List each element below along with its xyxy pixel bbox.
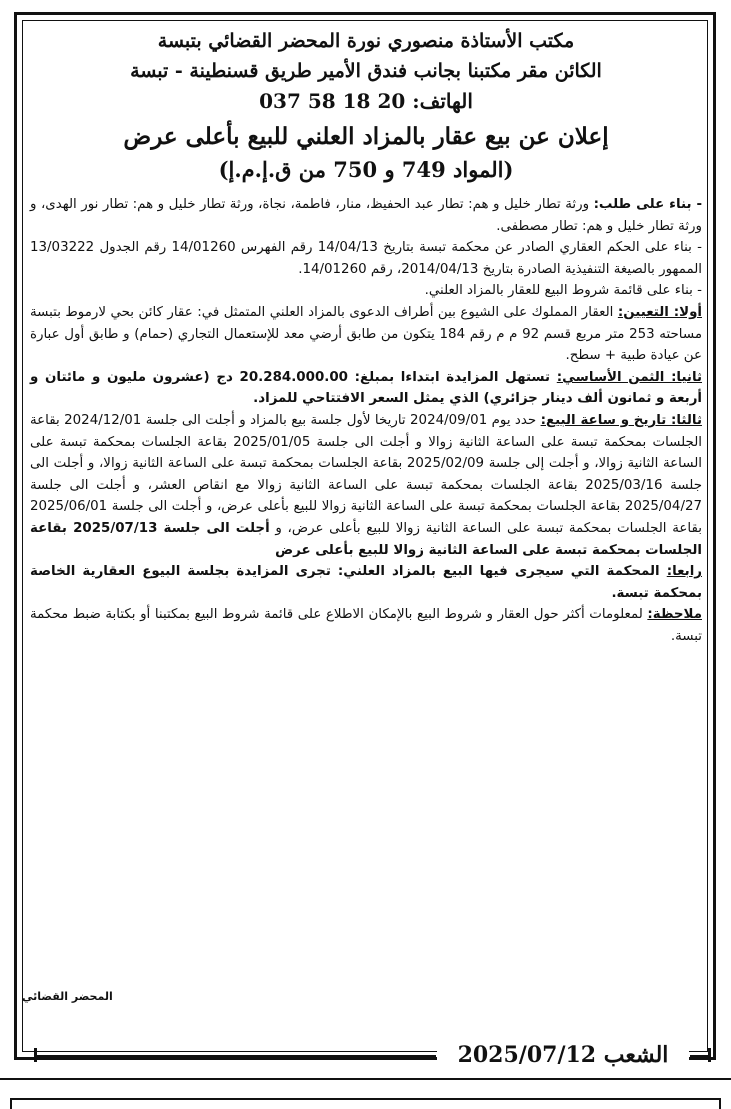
footer-tick-right xyxy=(708,1048,711,1062)
base-price-text: تستهل المزايدة ابتداءا بمبلغ: 20.284.000.00 دج (عشرون مليون و مائتان و أربعة و ثمانون ألف دينار جزائري) الذي يمثل السعر الافتتاحي للمزاد. xyxy=(30,369,702,407)
announcement-title: إعلان عن بيع عقار بالمزاد العلني للبيع بأعلى عرض xyxy=(123,123,609,150)
newspaper-issue: الشعب 2025/07/12 xyxy=(437,1040,689,1070)
paragraph-court xyxy=(30,561,702,604)
office-address: الكائن مقر مكتبنا بجانب فندق الأمير طريق قسنطينة - تبسة xyxy=(130,60,602,82)
next-frame-right xyxy=(719,1098,721,1109)
footer-rule-right xyxy=(690,1055,710,1058)
announcement-subtitle: (المواد 749 و 750 من ق.إ.م.إ) xyxy=(218,157,514,182)
paragraph-note xyxy=(30,604,702,647)
announcement-body xyxy=(30,194,702,647)
note-text: لمعلومات أكثر حول العقار و شروط البيع بالإمكان الاطلاع على قائمة شروط البيع بمكتبنا أو بكتابة ضبط محكمة تبسة. xyxy=(30,607,702,644)
next-frame-top xyxy=(10,1098,721,1100)
office-phone: الهاتف: 20 18 58 037 xyxy=(259,89,473,113)
designation-label: أولا: التعيين: xyxy=(617,304,702,320)
designation-text: العقار المملوك على الشيوع بين أطراف الدعوى بالمزاد العلني المتمثل في: عقار كائن بحي لارموط بتبسة مساحته 253 متر مربع قسم 92 م م رقم 184 يتكون من طابق أرضي معد للإستعمال التجاري (حمام) و طابق أول عبارة عن عيادة طبية + سطح. xyxy=(30,304,702,364)
paragraph-sale-date xyxy=(30,410,702,561)
request-text: ورثة تطار خليل و هم: تطار عبد الحفيظ، منار، فاطمة، نجاة، ورثة تطار خليل و هم: تطار نور الهدى، و ورثة تطار خليل و هم: تطار مصطفى. xyxy=(30,197,702,234)
paragraph-judgment: - بناء على الحكم العقاري الصادر عن محكمة تبسة بتاريخ 14/04/13 رقم الفهرس 14/01260 رقم الجدول 13/03222 الممهور بالصيغة التنفيذية الصادرة بتاريخ 2014/04/13، رقم 14/01260. xyxy=(30,240,703,277)
announcement-content xyxy=(30,26,702,647)
request-label: - بناء على طلب: xyxy=(593,197,702,212)
office-name: مكتب الأستاذة منصوري نورة المحضر القضائي بتبسة xyxy=(157,30,575,52)
separator-rule xyxy=(0,1078,731,1080)
sale-date-final: أجلت الى جلسة 2025/07/13 بقاعة الجلسات بمحكمة تبسة على الساعة الثانية زوالا للبيع بأعلى عرض xyxy=(30,520,702,558)
court-label: رابعا: xyxy=(666,564,702,580)
signature: المحضر القضائي xyxy=(22,990,113,1003)
next-frame-left xyxy=(10,1098,12,1109)
base-price-label: ثانيا: الثمن الأساسي: xyxy=(556,369,702,385)
paragraph-base-price xyxy=(30,367,702,410)
paragraph-designation xyxy=(30,302,702,367)
paragraph-conditions: - بناء على قائمة شروط البيع للعقار بالمزاد العلني. xyxy=(424,283,702,299)
court-text: المحكمة التي سيجرى فيها البيع بالمزاد العلني: تجرى المزايدة بجلسة البيوع العقارية الخاصة بمحكمة تبسة. xyxy=(30,564,702,601)
footer-tick-left xyxy=(34,1048,37,1062)
paragraph-request xyxy=(30,194,702,237)
footer-rule-left xyxy=(36,1055,436,1058)
note-label: ملاحظة: xyxy=(647,607,702,623)
sale-date-text: حدد يوم 2024/09/01 تاريخا لأول جلسة بيع بالمزاد و أجلت الى جلسة 2024/12/01 بقاعة الجلسات بمحكمة تبسة على الساعة الثانية زوالا و أجلت الى جلسة 2025/01/05 بقاعة الجلسات بمحكمة تبسة على الساعة الثانية زوالا، و أجلت إلى جلسة 2025/02/09 بقاعة الجلسات بمحكمة تبسة على الساعة الثانية زوالا، و أجلت الى جلسة 2025/03/16 بقاعة الجلسات بمحكمة تبسة على الساعة الثانية زوالا مع انقاص العشر، و أجلت الى جلسة 2025/04/27 بقاعة الجلسات بمحكمة تبسة على الساعة الثانية زوالا للبيع بأعلى عرض، و أجلت الى جلسة 2025/06/01 بقاعة الجلسات بمحكمة تبسة على الساعة الثانية زوالا للبيع بأعلى عرض، و xyxy=(30,412,702,536)
sale-date-label: ثالثا: تاريخ و ساعة البيع: xyxy=(540,412,702,428)
